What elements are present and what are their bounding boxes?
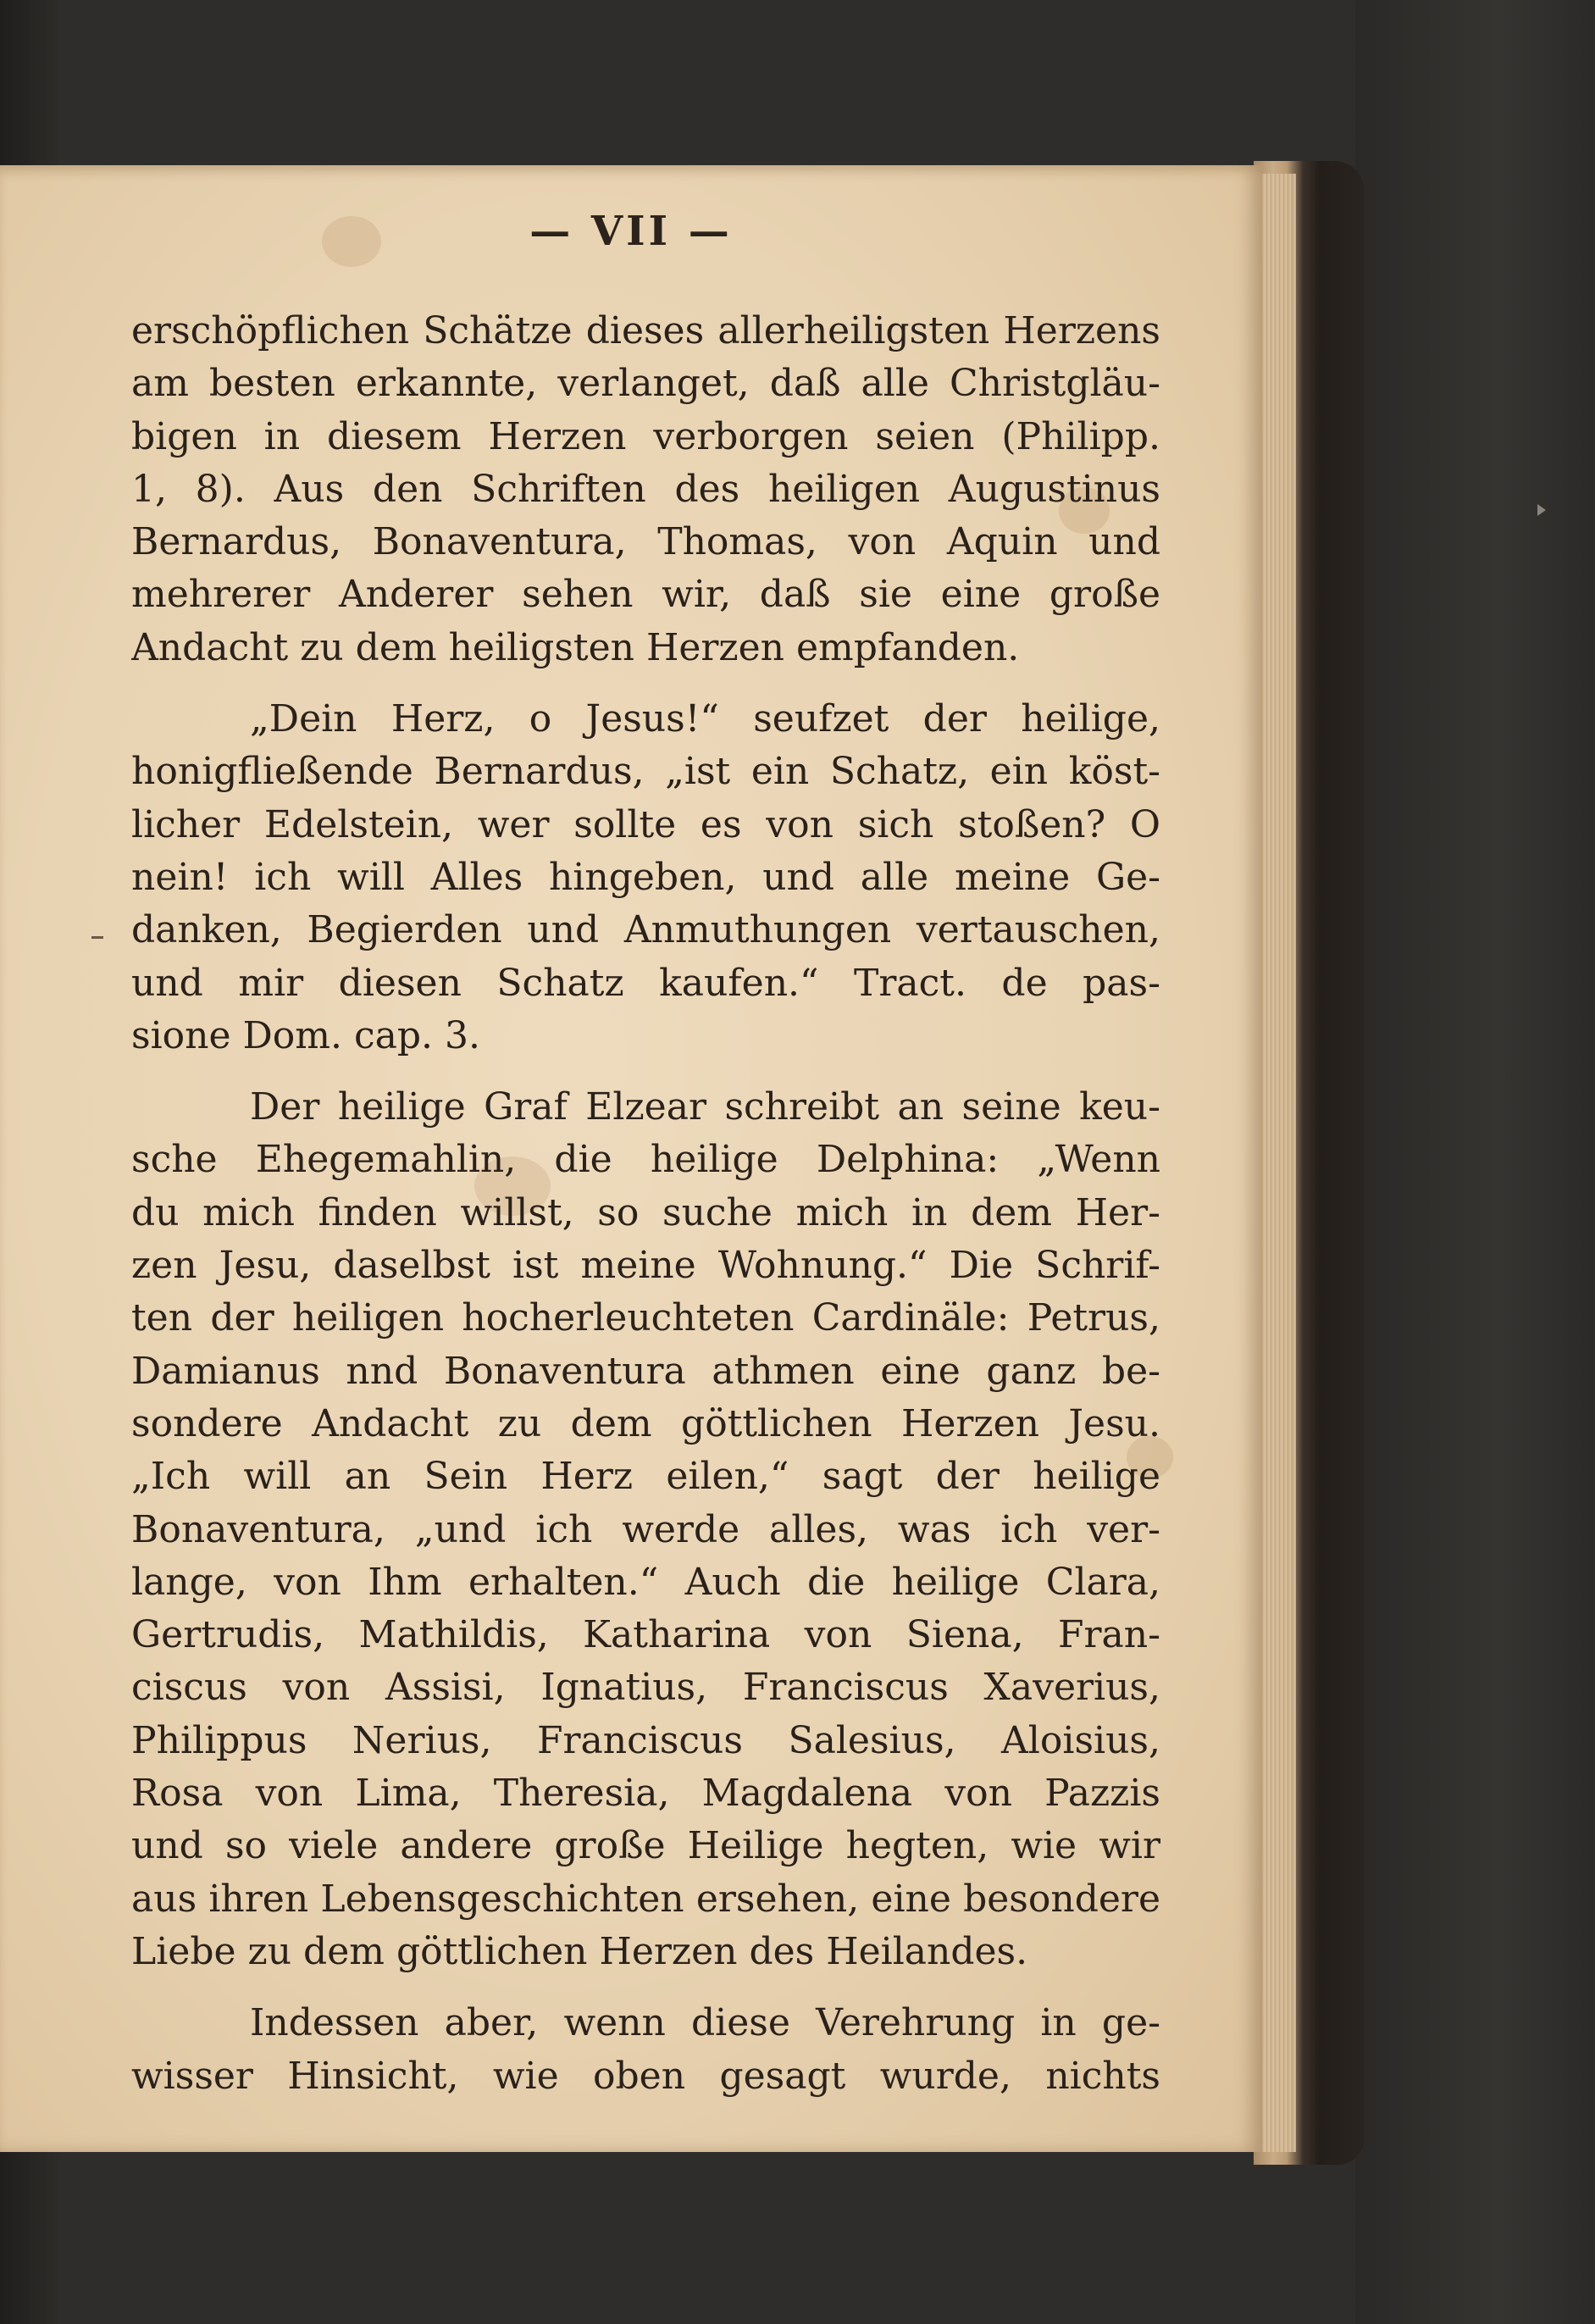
text-line: Bonaventura, „und ich werde alles, was ich ver-: [131, 1507, 1160, 1551]
text-line: sondere Andacht zu dem göttlichen Herzen Jesu.: [131, 1401, 1160, 1445]
text-line: zen Jesu, daselbst ist meine Wohnung.“ Die Schrif-: [131, 1244, 1160, 1288]
text-line: und so viele andere große Heilige hegten, wie wir: [131, 1824, 1160, 1868]
body-text: [131, 305, 1160, 2103]
text-line: Andacht zu dem heiligsten Herzen empfanden.: [131, 625, 1020, 669]
text-line: und mir diesen Schatz kaufen.“ Tract. de pas-: [131, 961, 1160, 1005]
text-line: erschöpflichen Schätze dieses allerheiligsten Herzens: [131, 309, 1160, 352]
text-line: am besten erkannte, verlanget, daß alle Christgläu-: [131, 362, 1160, 406]
text-line: Gertrudis, Mathildis, Katharina von Siena, Fran-: [131, 1613, 1160, 1657]
text-line: aus ihren Lebensgeschichten ersehen, eine besondere: [131, 1877, 1160, 1921]
paragraph-gap: [131, 674, 1160, 693]
text-line: licher Edelstein, wer sollte es von sich stoßen? O: [131, 802, 1160, 846]
text-line: danken, Begierden und Anmuthungen vertauschen,: [131, 908, 1160, 952]
text-line: nein! ich will Alles hingeben, und alle meine Ge-: [131, 855, 1160, 899]
text-line: Rosa von Lima, Theresia, Magdalena von Pazzis: [131, 1772, 1160, 1816]
text-line: „Ich will an Sein Herz eilen,“ sagt der heilige: [131, 1455, 1160, 1499]
text-line: mehrerer Anderer sehen wir, daß sie eine große: [131, 573, 1160, 617]
text-line: du mich finden willst, so suche mich in dem Her-: [131, 1190, 1160, 1234]
text-line: Damianus nnd Bonaventura athmen eine ganz be-: [131, 1349, 1160, 1393]
text-line: Bernardus, Bonaventura, Thomas, von Aquin und: [131, 520, 1160, 564]
text-line: honigfließende Bernardus, „ist ein Schatz, ein köst-: [131, 750, 1160, 794]
text-line: „Dein Herz, o Jesus!“ seufzet der heilige,: [250, 697, 1160, 741]
paragraph-gap: [131, 1978, 1160, 1997]
page-number-header: — VII —: [529, 208, 733, 255]
text-line: Liebe zu dem göttlichen Herzen des Heilandes.: [131, 1929, 1028, 1973]
paragraph-gap: [131, 1062, 1160, 1081]
text-line: Der heilige Graf Elzear schreibt an seine keu-: [250, 1085, 1160, 1129]
text-line: wisser Hinsicht, wie oben gesagt wurde, nichts: [131, 2054, 1160, 2098]
text-line: sche Ehegemahlin, die heilige Delphina: „Wenn: [131, 1138, 1160, 1182]
text-line: ten der heiligen hocherleuchteten Cardinäle: Petrus,: [131, 1296, 1160, 1340]
text-line: sione Dom. cap. 3.: [131, 1013, 480, 1057]
margin-mark: [91, 936, 103, 939]
text-line: bigen in diesem Herzen verborgen seien (Philipp.: [131, 414, 1160, 458]
text-line: ciscus von Assisi, Ignatius, Franciscus Xaverius,: [131, 1666, 1160, 1710]
background-right: [1355, 0, 1595, 2324]
text-line: lange, von Ihm erhalten.“ Auch die heilige Clara,: [131, 1560, 1160, 1604]
text-line: Indessen aber, wenn diese Verehrung in ge-: [250, 2001, 1160, 2045]
text-line: Philippus Nerius, Franciscus Salesius, Aloisius,: [131, 1718, 1160, 1762]
text-line: 1, 8). Aus den Schriften des heiligen Augustinus: [131, 467, 1160, 511]
